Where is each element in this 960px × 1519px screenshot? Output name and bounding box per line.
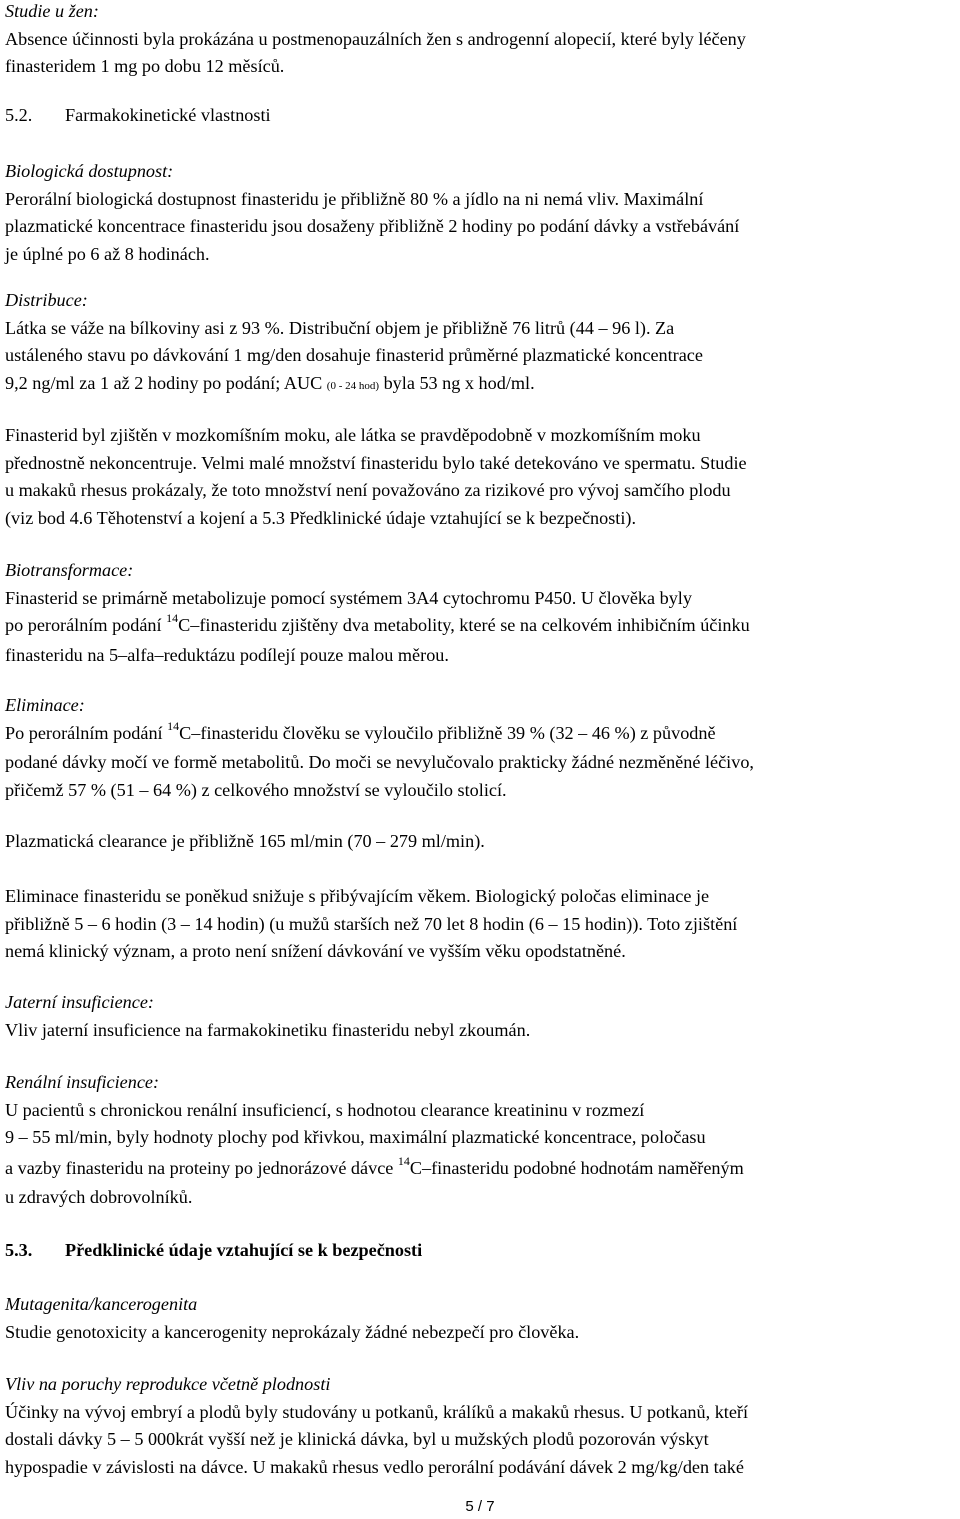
biotransformation-heading: Biotransformace: [5, 560, 134, 580]
women-studies-section [5, 0, 955, 81]
csf-paragraph [5, 422, 955, 532]
page-number: 5 / 7 [465, 1498, 495, 1515]
paragraph-line: Absence účinnosti byla prokázána u postmenopauzálních žen s androgenní alopecií, které byly léčeny [5, 28, 746, 49]
paragraph-line: dostali dávky 5 – 5 000krát vyšší než je klinická dávka, byl u mužských plodů pozorován výskyt [5, 1429, 709, 1449]
paragraph-line: podané dávky močí ve formě metabolitů. Do moči se nevylučovalo prakticky žádné nezměněné léčivo, [5, 752, 754, 772]
paragraph-line: nemá klinický význam, a proto není snížení dávkování ve vyšším věku opodstatněné. [5, 941, 626, 961]
biotransformation-section [5, 557, 955, 669]
paragraph-line: Vliv jaterní insuficience na farmakokinetiku finasteridu nebyl zkoumán. [5, 1019, 531, 1040]
paragraph-line: u makaků rhesus prokázaly, že toto množství není považováno za rizikové pro vývoj samčího plodu [5, 480, 731, 500]
paragraph-line: Studie genotoxicity a kancerogenity neprokázaly žádné nebezpečí pro člověka. [5, 1321, 580, 1342]
age-elimination-paragraph [5, 883, 955, 966]
paragraph-line: plazmatické koncentrace finasteridu jsou dosaženy přibližně 2 hodiny po podání dávky a vstřebávání [5, 216, 740, 236]
isotope-superscript: 14 [167, 718, 180, 733]
reproduction-heading: Vliv na poruchy reprodukce včetně plodnosti [5, 1374, 331, 1394]
auc-subscript: (0 - 24 hod) [326, 379, 380, 392]
section-number: 5.2. [5, 105, 33, 125]
paragraph-line: Eliminace finasteridu se poněkud snižuje s přibývajícím věkem. Biologický poločas eliminace je [5, 886, 710, 906]
elimination-heading: Eliminace: [5, 695, 85, 715]
section-5-2-heading [5, 102, 955, 130]
paragraph-line: ustáleného stavu po dávkování 1 mg/den dosahuje finasterid průměrné plazmatické koncentrace [5, 345, 703, 365]
paragraph-line: hypospadie v závislosti na dávce. U makaků rhesus vedlo perorální podávání dávek 2 mg/kg/den také [5, 1456, 744, 1477]
renal-heading: Renální insuficience: [5, 1072, 160, 1092]
hepatic-heading: Jaterní insuficience: [5, 992, 154, 1012]
bioavailability-heading: Biologická dostupnost: [5, 161, 174, 181]
paragraph-line: Finasterid byl zjištěn v mozkomíšním moku, ale látka se pravděpodobně v mozkomíšním moku [5, 425, 701, 445]
paragraph-line: Po perorálním podání $^{14}$C–finasteridu člověku se vyloučilo přibližně 39 % (32 – 46 %) z původně [5, 718, 716, 743]
paragraph-line: Finasterid se primárně metabolizuje pomocí systémem 3A4 cytochromu P450. U člověka byly [5, 587, 692, 608]
paragraph-line: U pacientů s chronickou renální insuficiencí, s hodnotou clearance kreatininu v rozmezí [5, 1099, 645, 1120]
section-title: Farmakokinetické vlastnosti [65, 105, 271, 125]
mutagenicity-section [5, 1291, 955, 1346]
renal-section [5, 1069, 955, 1212]
isotope-superscript: 14 [166, 611, 179, 625]
isotope-superscript: 14 [397, 1153, 410, 1168]
paragraph-line: a vazby finasteridu na proteiny po jednorázové dávce $^{14}$C–finasteridu podobné hodnotám naměřeným [5, 1153, 744, 1178]
paragraph-line: Plazmatická clearance je přibližně 165 ml/min (70 – 279 ml/min). [5, 831, 485, 851]
section-number: 5.3. [5, 1240, 33, 1260]
paragraph-line: přibližně 5 – 6 hodin (3 – 14 hodin) (u mužů starších než 70 let 8 hodin (6 – 15 hodin)). Toto zjištění [5, 913, 738, 934]
paragraph-line: (viz bod 4.6 Těhotenství a kojení a 5.3 Předklinické údaje vztahující se k bezpečnosti). [5, 507, 636, 528]
section-title: Předklinické údaje vztahující se k bezpečnosti [65, 1240, 423, 1260]
paragraph-line: 9,2 ng/ml za 1 až 2 hodiny po podání; AUC (0 - 24 hod) byla 53 ng x hod/ml. [5, 372, 535, 393]
hepatic-section [5, 989, 955, 1044]
paragraph-line: Látka se váže na bílkoviny asi z 93 %. Distribuční objem je přibližně 76 litrů (44 – 96 l). Za [5, 317, 675, 338]
paragraph-line: u zdravých dobrovolníků. [5, 1187, 193, 1207]
paragraph-line: finasteridu na 5–alfa–reduktázu podílejí pouze malou měrou. [5, 644, 449, 665]
paragraph-line: 9 – 55 ml/min, byly hodnoty plochy pod křivkou, maximální plazmatické koncentrace, poločasu [5, 1127, 706, 1147]
women-studies-heading: Studie u žen: [5, 1, 99, 21]
section-5-3-heading [5, 1237, 955, 1265]
clearance-paragraph [5, 828, 955, 856]
mutagenicity-heading: Mutagenita/kancerogenita [5, 1294, 198, 1314]
paragraph-line: finasteridem 1 mg po dobu 12 měsíců. [5, 56, 285, 76]
distribution-heading: Distribuce: [5, 290, 88, 310]
paragraph-line: je úplné po 6 až 8 hodinách. [5, 243, 210, 264]
paragraph-line: přednostně nekoncentruje. Velmi malé množství finasteridu bylo také detekováno ve spermatu. Studie [5, 452, 747, 473]
paragraph-line: po perorálním podání $^{14}$C–finasteridu zjištěny dva metabolity, které se na celkovém inhibičním účinku [5, 611, 750, 635]
distribution-section [5, 287, 955, 400]
paragraph-line: Perorální biologická dostupnost finasteridu je přibližně 80 % a jídlo na ni nemá vliv. Maximální [5, 188, 704, 209]
elimination-section [5, 692, 955, 804]
paragraph-line: přičemž 57 % (51 – 64 %) z celkového množství se vyloučilo stolicí. [5, 779, 507, 800]
reproduction-section [5, 1371, 955, 1481]
bioavailability-section [5, 158, 955, 268]
paragraph-line: Účinky na vývoj embryí a plodů byly studovány u potkanů, králíků a makaků rhesus. U potkanů, kteří [5, 1401, 749, 1422]
